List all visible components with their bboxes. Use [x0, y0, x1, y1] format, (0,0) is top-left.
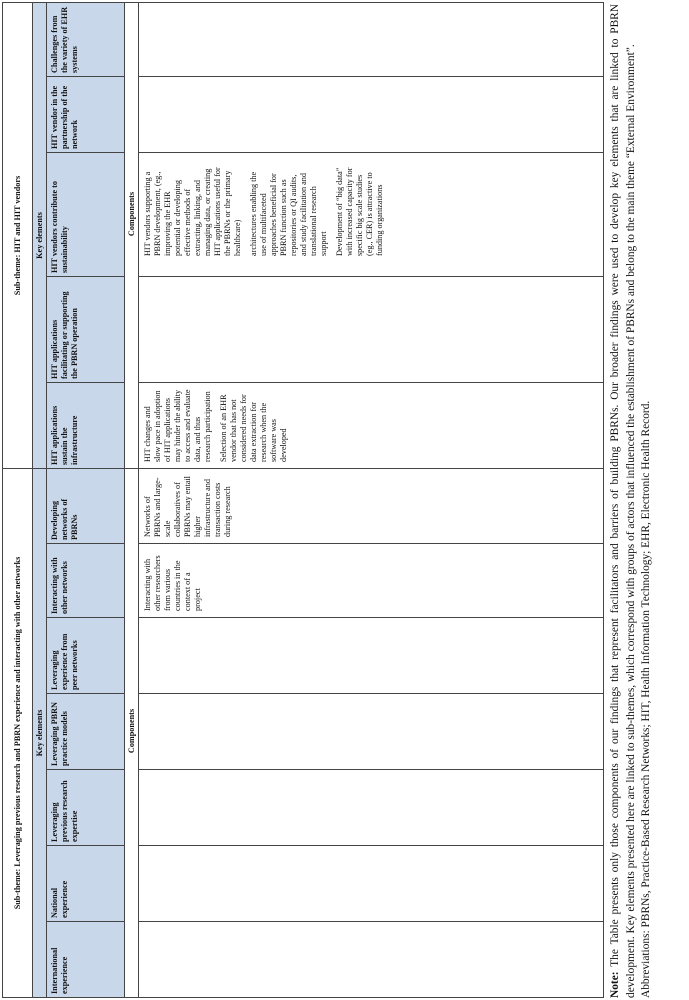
column-header: Leveraging previous research expertise: [47, 769, 124, 845]
note-label: Note:: [609, 971, 621, 998]
left-column-headers: [47, 469, 125, 997]
abbreviations: Abbreviations: PBRNs, Practice-Based Research Networks; HIT, Health Information Technology; EHR, Electronic Health Record.: [640, 400, 652, 998]
column-header: Leveraging PBRN practice models: [47, 693, 124, 769]
left-components-label: [125, 469, 139, 997]
component-text: Interacting with other researchers from various countries in the context of a project: [143, 555, 202, 611]
components-cell: [139, 921, 603, 997]
components-cell: [139, 382, 603, 468]
component-text: HIT changes and slow pace in adoption of HIT applications may hinder the ability to access and evaluate data, and thus research participation Selection of an EHR vendor that has not considered needs for data extraction for research when the software was developed: [143, 389, 288, 462]
components-cell: [139, 693, 603, 769]
left-components-body: [139, 469, 603, 997]
components-cell: [139, 769, 603, 845]
findings-table: [2, 2, 604, 998]
column-header: HIT vendors contribute to sustainability: [47, 152, 124, 276]
left-subtheme-title: Sub-theme: Leveraging previous research and PBRN experience and interacting with other networks: [3, 469, 33, 997]
components-cell: [139, 276, 603, 382]
components-cell: [139, 845, 603, 921]
components-cell: [139, 543, 603, 617]
column-header: HIT applications sustain the infrastructure: [47, 382, 124, 468]
right-column-headers: [47, 3, 125, 468]
column-header: National experience: [47, 845, 124, 921]
component-text: HIT vendors supporting a PBRN development, (eg., improving the EHR potential or developing effective methods of extracting, linking, and managing data, or creating HIT applications useful for the PBRNs or the primary healthcare) architectures enabling the use of multifaceted approaches beneficial for PBRN function such as repositories or QI audits, and study facilitation and translational research support Development of “big data” with increased capacity for specific big scale studies (eg., CER) is attractive to funding organizations: [143, 167, 384, 256]
left-key-elements-label: Key elements: [33, 469, 47, 997]
right-components-body: [139, 3, 603, 468]
left-subtheme-panel: [3, 468, 603, 997]
table-note: [608, 4, 655, 998]
right-subtheme-title: Sub-theme: HIT and HIT vendors: [3, 3, 33, 468]
column-header: International experience: [47, 921, 124, 997]
components-cell: [139, 76, 603, 152]
components-cell: [139, 617, 603, 693]
components-cell: [139, 3, 603, 76]
column-header: HIT vendor in the partnership of the network: [47, 76, 124, 152]
component-text: Networks of PBRNs and large-scale collaboratives of PBRNs may entail higher infrastructure and transaction costs during research: [143, 476, 232, 537]
right-components-label: [125, 3, 139, 468]
column-header: Developing networks of PBRNs: [50, 498, 79, 540]
components-cell: [139, 152, 603, 276]
components-label: Components: [127, 708, 136, 754]
right-key-elements-label: Key elements: [33, 3, 47, 468]
column-header: Leveraging experience from peer networks: [47, 617, 124, 693]
right-subtheme-panel: [3, 3, 603, 468]
column-header: HIT applications facilitating or supporting the PBRN operation: [47, 276, 124, 382]
column-header: Challenges from the variety of EHR systems: [50, 6, 79, 73]
components-label: Components: [127, 191, 136, 237]
note-text: The Table presents only those components of our findings that represent facilitators and barriers of building PBRNs. Our broader findings were used to develop key elements that are linked to PBRN development. Key elements presented here are linked to sub-themes, which correspond with groups of actors that influenced the establishment of PBRNs and belong to the main theme “External Environment”.: [609, 4, 637, 998]
components-cell: [139, 469, 603, 543]
column-header: Interacting with other networks: [47, 543, 124, 617]
